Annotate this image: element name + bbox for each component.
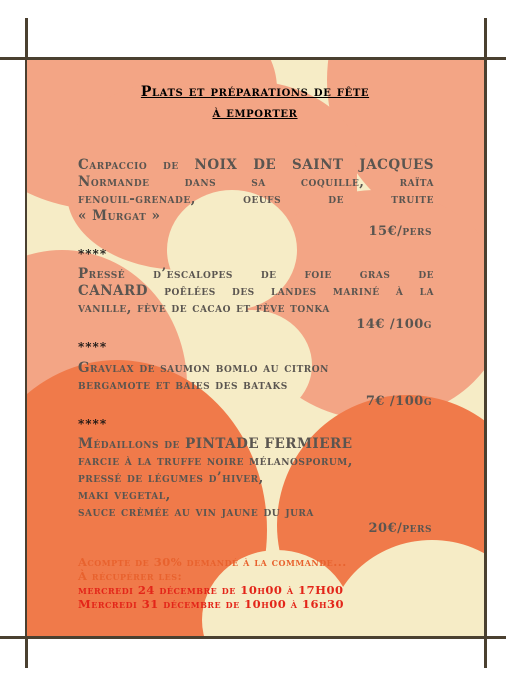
menu-title-line2: à emporter xyxy=(212,105,298,121)
dish3-price: 7€ /100g xyxy=(365,394,432,409)
dish1-line: « Murgat » xyxy=(78,208,161,224)
pickup-label: À récupérer les: xyxy=(78,569,183,583)
dish1-line: fenouil-grenade, oeufs de truite xyxy=(78,191,434,207)
pickup-date-2: Mercredi 31 décembre de 10h00 à 16h30 xyxy=(78,597,345,611)
dish2-line: Pressé d’escalopes de foie gras de xyxy=(78,266,434,282)
separator: **** xyxy=(78,340,108,354)
dish3-line: bergamote et baies des bataks xyxy=(78,377,288,393)
separator: **** xyxy=(78,417,108,431)
dish2-price: 14€ /100g xyxy=(356,317,432,332)
dish1-price: 15€/pers xyxy=(368,224,432,239)
menu-title-line1: Plats et préparations de fête xyxy=(140,84,370,100)
separator: **** xyxy=(78,247,108,261)
deposit-note: Acompte de 30% demandé à la commande... xyxy=(78,555,347,569)
dish4-line: maki vegetal, xyxy=(78,487,171,503)
dish4-line: pressé de légumes d’hiver, xyxy=(78,470,264,486)
dish4-line: sauce crèmée au vin jaune du jura xyxy=(78,504,314,520)
dish4-line: Médaillons de PINTADE FERMIERE xyxy=(78,436,353,452)
dish2-line: CANARD poêlées des landes mariné à la xyxy=(78,283,434,299)
dish1-line: Normande dans sa coquille, raïta xyxy=(78,174,434,190)
dish3-line: Gravlax de saumon bomlo au citron xyxy=(78,360,329,376)
pickup-date-1: mercredi 24 décembre de 10h00 à 17H00 xyxy=(78,583,344,597)
dish2-line: vanille, fève de cacao et fève tonka xyxy=(78,300,330,316)
dish1-line: Carpaccio de NOIX DE SAINT JACQUES xyxy=(78,157,434,173)
dish4-price: 20€/pers xyxy=(368,521,432,536)
dish4-line: farcie à la truffe noire mélanosporum, xyxy=(78,453,353,469)
